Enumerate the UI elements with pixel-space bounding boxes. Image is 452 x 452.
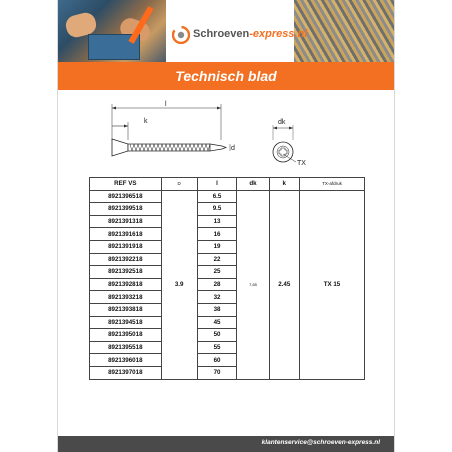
header-l: l xyxy=(197,178,237,191)
ref-cell: 8921391318 xyxy=(90,215,162,228)
length-cell: 6.5 xyxy=(197,190,237,203)
dim-label-l: l xyxy=(165,101,167,108)
tx-cell: TX 15 xyxy=(299,190,364,379)
ref-cell: 8921391918 xyxy=(90,240,162,253)
footer-email-link[interactable]: klantenservice@schroeven-express.nl xyxy=(261,439,380,446)
table-row xyxy=(90,190,365,203)
length-cell: 70 xyxy=(197,366,237,379)
length-cell: 45 xyxy=(197,316,237,329)
ref-cell: 8921393818 xyxy=(90,303,162,316)
logo-accent: -express.nl xyxy=(249,28,308,40)
length-cell: 25 xyxy=(197,266,237,279)
header-ref: REF VS xyxy=(90,178,162,191)
screw-technical-drawing xyxy=(90,96,350,170)
screw-logo-icon xyxy=(172,26,190,44)
ref-cell: 8921392218 xyxy=(90,253,162,266)
length-cell: 60 xyxy=(197,354,237,367)
ref-cell: 8921397018 xyxy=(90,366,162,379)
ref-cell: 8921399518 xyxy=(90,203,162,216)
header-dk: dk xyxy=(237,178,269,191)
ref-cell: 8921392818 xyxy=(90,278,162,291)
length-cell: 55 xyxy=(197,341,237,354)
dim-label-k: k xyxy=(144,118,148,125)
ref-cell: 8921396018 xyxy=(90,354,162,367)
dim-label-d: d xyxy=(231,145,235,152)
ref-cell: 8921393218 xyxy=(90,291,162,304)
length-cell: 28 xyxy=(197,278,237,291)
length-cell: 16 xyxy=(197,228,237,241)
header-photo-screws xyxy=(294,0,394,62)
ref-cell: 8921396518 xyxy=(90,190,162,203)
length-cell: 13 xyxy=(197,215,237,228)
ref-cell: 8921392518 xyxy=(90,266,162,279)
header-photo-tools xyxy=(58,0,166,62)
header-tx: TX-afdruk xyxy=(299,178,364,191)
ref-cell: 8921391618 xyxy=(90,228,162,241)
d-cell: 3.9 xyxy=(161,190,197,379)
dim-label-tx: TX xyxy=(297,160,306,167)
page-title: Technisch blad xyxy=(175,68,277,84)
ref-cell: 8921394518 xyxy=(90,316,162,329)
ref-cell: 8921395018 xyxy=(90,329,162,342)
logo-text[interactable] xyxy=(193,28,307,40)
spec-table xyxy=(89,177,365,380)
length-cell: 9.5 xyxy=(197,203,237,216)
spec-header-row xyxy=(90,178,365,191)
k-cell: 2.45 xyxy=(269,190,299,379)
length-cell: 32 xyxy=(197,291,237,304)
ref-cell: 8921395518 xyxy=(90,341,162,354)
dk-cell: 7,65 xyxy=(237,190,269,379)
length-cell: 22 xyxy=(197,253,237,266)
length-cell: 19 xyxy=(197,240,237,253)
length-cell: 50 xyxy=(197,329,237,342)
logo-brand: Schroeven xyxy=(193,28,250,40)
header-k: k xyxy=(269,178,299,191)
header-d: D xyxy=(161,178,197,191)
length-cell: 38 xyxy=(197,303,237,316)
dim-label-dk: dk xyxy=(278,119,286,126)
